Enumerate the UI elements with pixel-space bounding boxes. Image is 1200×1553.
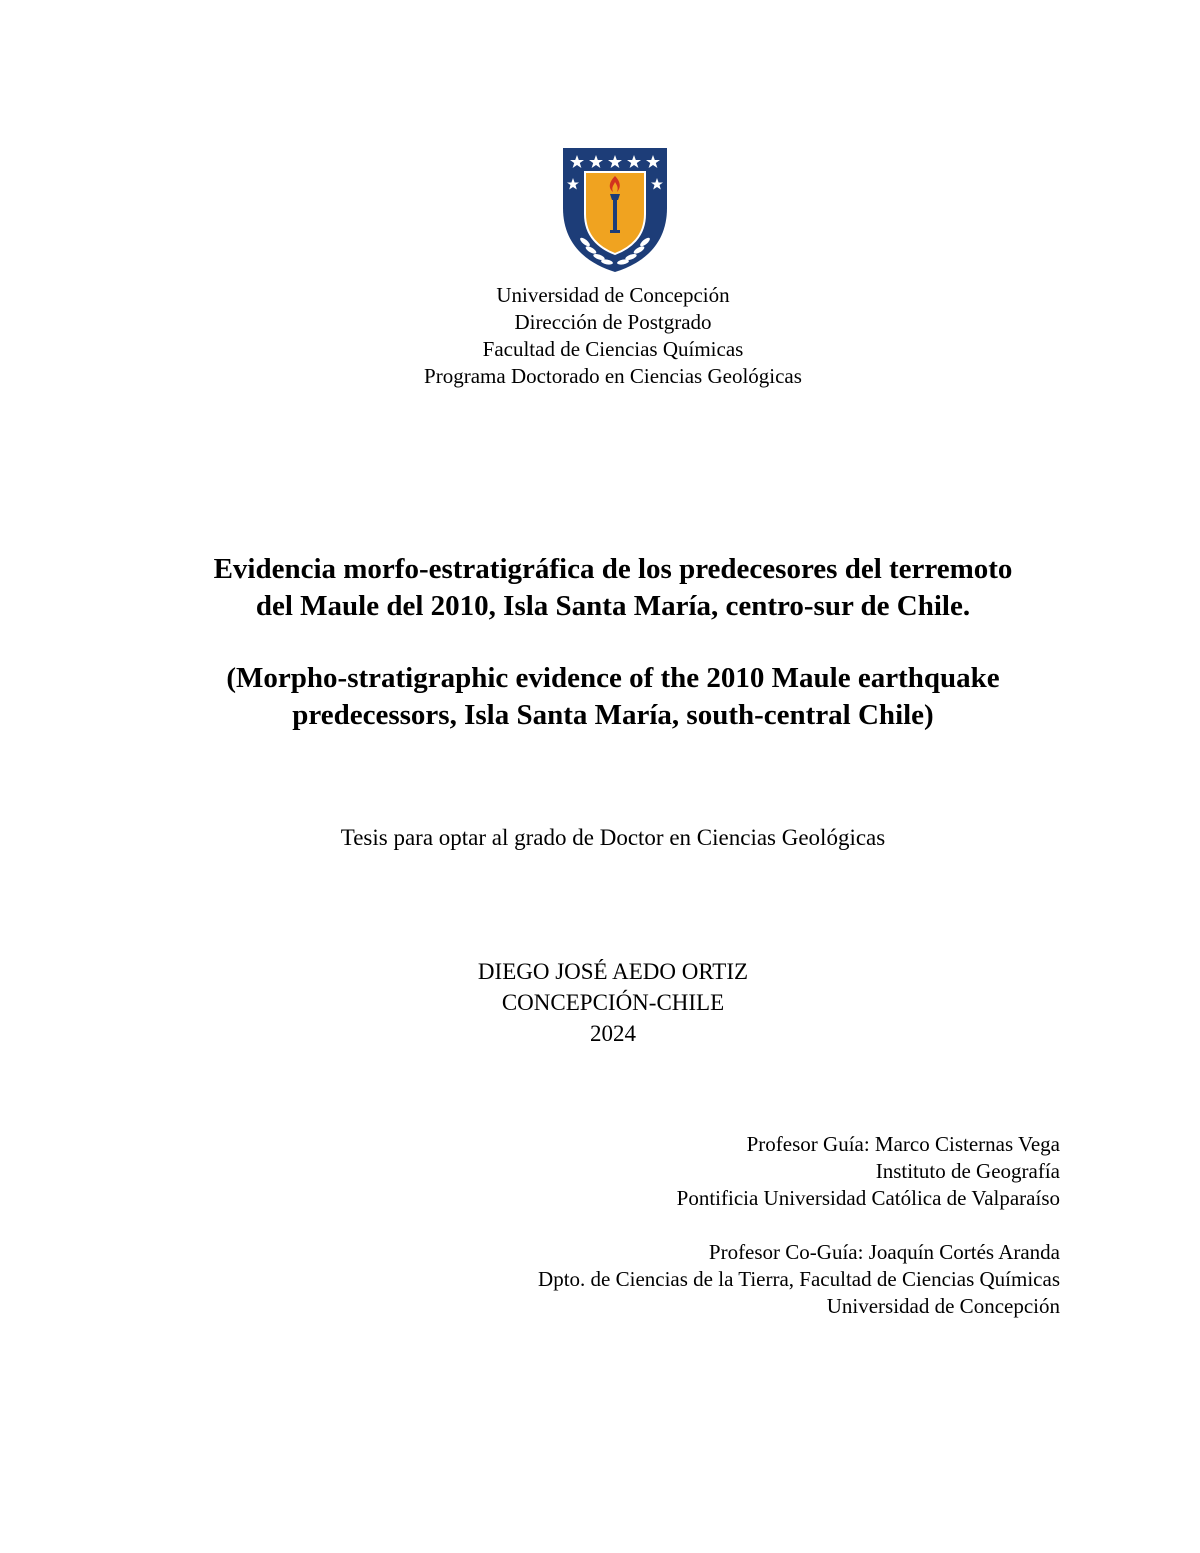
guide-university: Pontificia Universidad Católica de Valparaíso [676,1186,1060,1210]
thesis-title-spanish [0,551,1200,625]
degree-statement: Tesis para optar al grado de Doctor en Ciencias Geológicas [340,825,886,850]
guide-institute: Instituto de Geografía [875,1159,1060,1183]
author-year: 2024 [590,1021,636,1046]
author-block [0,956,1200,1049]
advisors-block [538,1131,1060,1320]
title-en-line-1: (Morpho-stratigraphic evidence of the 2010 Maule earthquake [226,662,1000,694]
program-name: Programa Doctorado en Ciencias Geológicas [424,364,802,388]
institution-block [0,282,1200,390]
title-en-line-2: predecessors, Isla Santa María, south-central Chile) [292,699,934,731]
coguide-university: Universidad de Concepción [826,1294,1060,1318]
author-place: CONCEPCIÓN-CHILE [501,990,725,1015]
direction-name: Dirección de Postgrado [514,310,712,334]
title-es-line-1: Evidencia morfo-estratigráfica de los predecesores del terremoto [213,553,1013,585]
title-es-line-2: del Maule del 2010, Isla Santa María, centro-sur de Chile. [255,590,971,622]
coguide-department: Dpto. de Ciencias de la Tierra, Facultad de Ciencias Químicas [538,1267,1060,1291]
advisor-spacer [538,1212,1060,1239]
university-crest-logo [561,146,669,274]
university-name: Universidad de Concepción [496,283,730,307]
faculty-name: Facultad de Ciencias Químicas [482,337,744,361]
guide-advisor: Profesor Guía: Marco Cisternas Vega [746,1132,1060,1156]
coguide-advisor: Profesor Co-Guía: Joaquín Cortés Aranda [708,1240,1060,1264]
thesis-title-english [0,660,1200,734]
author-name: DIEGO JOSÉ AEDO ORTIZ [477,959,749,984]
